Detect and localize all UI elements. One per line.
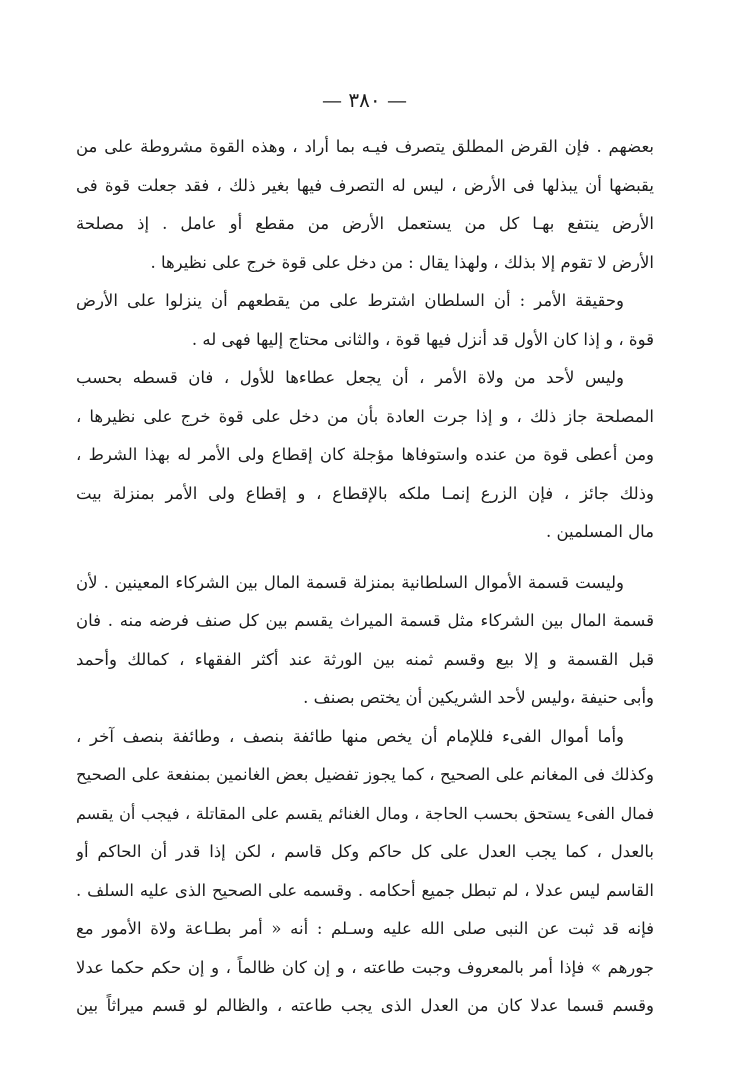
text-line: يقبضها أن يبذلها فى الأرض ، ليس له التصرف فيها بغير ذلك ، فقد جعلت قوة فى xyxy=(76,175,654,195)
text-line: وقسم قسما عدلا كان من العدل الذى يجب طاعته ، والظالم لو قسم ميراثاً بين xyxy=(76,996,654,1015)
text-line: بعضهم . فإن القرض المطلق يتصرف فيـه بما أراد ، وهذه القوة مشروطة على من xyxy=(76,137,654,156)
text-line: الأرض لا تقوم إلا بذلك ، ولهذا يقال : من دخل على قوة خرج على نظيرها . xyxy=(150,252,654,272)
text-line: وذلك جائز ، فإن الزرع إنمـا ملكه بالإقطاع ، و إقطاع ولى الأمر بمنزلة بيت xyxy=(76,483,654,503)
text-line: مال المسلمين . xyxy=(546,522,654,541)
text-line: ومن أعطى قوة من عنده واستوفاها مؤجلة كان إقطاع ولى الأمر له بهذا الشرط ، xyxy=(76,445,654,464)
text-line: وكذلك فى المغانم على الصحيح ، كما يجوز تفضيل بعض الغانمين بمنفعة على الصحيح xyxy=(76,765,654,784)
text-line: فإنه قد ثبت عن النبى صلى الله عليه وسـلم : أنه « أمر بطـاعة ولاة الأمور مع xyxy=(76,919,654,938)
body-text xyxy=(76,128,654,1026)
text-line: جورهم » فإذا أمر بالمعروف وجبت طاعته ، و إن كان ظالماً ، و إن حكم حكما عدلا xyxy=(76,957,654,977)
text-line: وأبى حنيفة ،وليس لأحد الشريكين أن يختص بصنف . xyxy=(303,688,654,707)
text-line: فمال الفىء يستحق بحسب الحاجة ، ومال الغنائم يقسم على المقاتلة ، فيجب أن يقسم xyxy=(76,803,654,823)
page-number: — ٣٨٠ — xyxy=(322,88,407,112)
paragraph-start-line: وحقيقة الأمر : أن السلطان اشترط على من يقطعهم أن ينزلوا على الأرض xyxy=(76,291,624,310)
text-line: بالعدل ، كما يجب العدل على كل حاكم وكل قاسم ، لكن إذا قدر أن الحاكم أو xyxy=(76,842,654,861)
text-line: القاسم ليس عدلا ، لم تبطل جميع أحكامه . وقسمه على الصحيح الذى عليه السلف . xyxy=(76,880,654,900)
paragraph-start-line: وأما أموال الفىء فللإمام أن يخص منها طائفة بنصف ، وطائفة بنصف آخر ، xyxy=(76,726,624,746)
paragraph-start-line: وليست قسمة الأموال السلطانية بمنزلة قسمة المال بين الشركاء المعينين . لأن xyxy=(76,572,624,592)
paragraph-start-line: وليس لأحد من ولاة الأمر ، أن يجعل عطاءها للأول ، فان قسطه بحسب xyxy=(76,368,624,387)
text-line: الأرض ينتفع بهـا كل من يستعمل الأرض من مقطع أو عامل . إذ مصلحة xyxy=(76,214,654,233)
text-line: المصلحة جاز ذلك ، و إذا جرت العادة بأن من دخل على قوة خرج على نظيرها ، xyxy=(76,406,654,426)
text-line: قوة ، و إذا كان الأول قد أنزل فيها قوة ، والثانى محتاج إليها فهى له . xyxy=(191,329,654,349)
text-line: قبل القسمة و إلا بيع وقسم ثمنه بين الورثة عند أكثر الفقهاء ، كمالك وأحمد xyxy=(76,649,654,669)
text-line: قسمة المال بين الشركاء مثل قسمة الميراث يقسم بين كل صنف فرضه منه . فان xyxy=(76,611,654,630)
